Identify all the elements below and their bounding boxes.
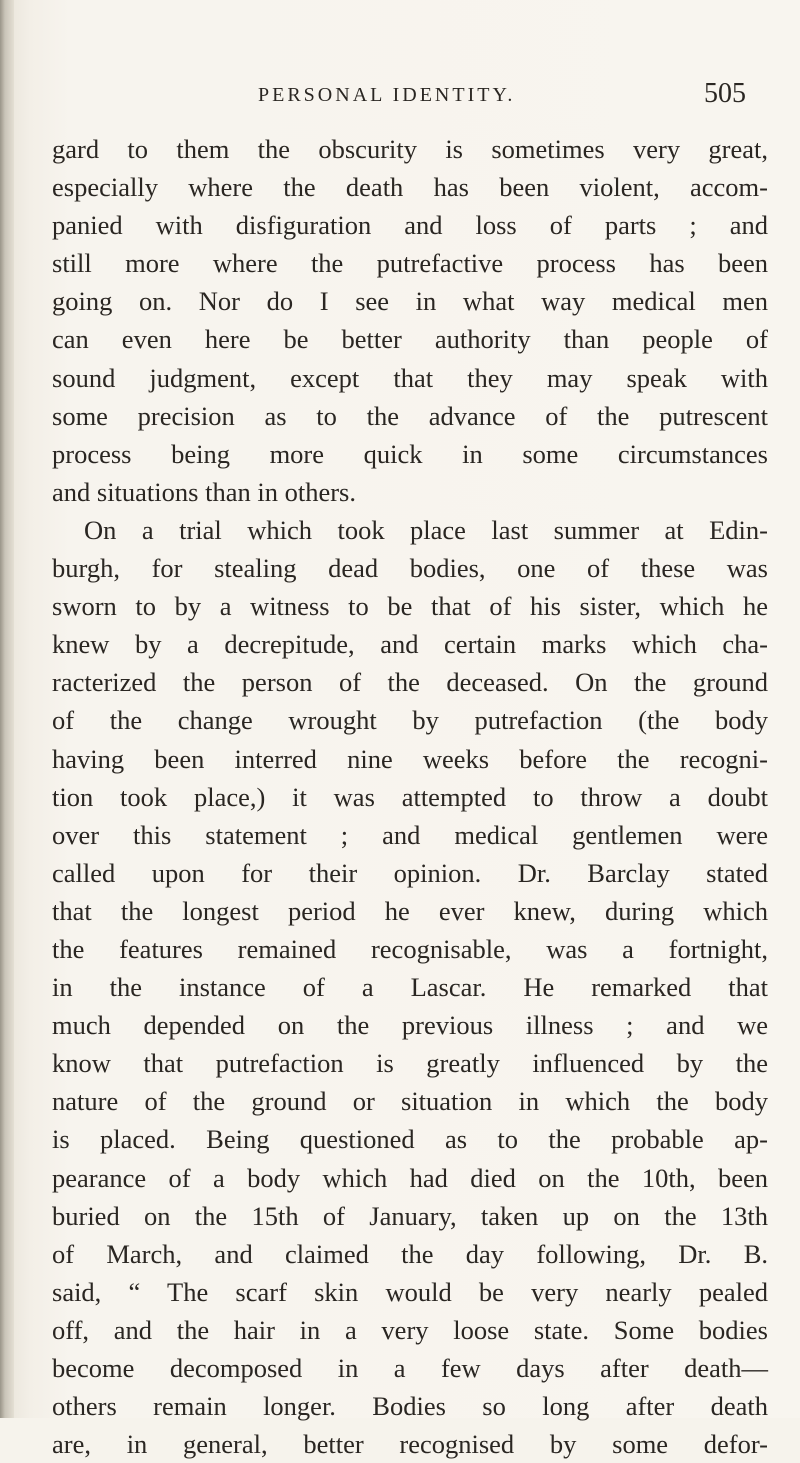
paragraph-end-line: and situations than in others. xyxy=(52,476,356,507)
text-line: become decomposed in a few days after death— xyxy=(52,1353,768,1383)
text-line: sworn to by a witness to be that of his sister, which he xyxy=(52,591,768,622)
text-line: is placed. Being questioned as to the probable ap- xyxy=(52,1124,768,1155)
text-line: the features remained recognisable, was a fortnight, xyxy=(52,933,768,964)
text-line: know that putrefaction is greatly influenced by the xyxy=(52,1048,768,1079)
text-line: of March, and claimed the day following, Dr. B. xyxy=(52,1238,768,1269)
text-line: sound judgment, except that they may speak with xyxy=(52,362,768,393)
page-binding-edge xyxy=(0,0,14,1418)
text-line: especially where the death has been violent, accom- xyxy=(52,172,768,203)
running-head: PERSONAL IDENTITY. xyxy=(258,84,516,106)
text-line: off, and the hair in a very loose state. Some bodies xyxy=(52,1314,768,1345)
text-line: of the change wrought by putrefaction (the body xyxy=(52,705,768,736)
text-line: knew by a decrepitude, and certain marks which cha- xyxy=(52,629,768,660)
page-number: 505 xyxy=(704,78,746,109)
text-line: can even here be better authority than people of xyxy=(52,324,768,355)
body-text xyxy=(52,130,768,1463)
text-line: gard to them the obscurity is sometimes very great, xyxy=(52,134,768,164)
text-line: process being more quick in some circumstances xyxy=(52,438,768,469)
text-line: buried on the 15th of January, taken up on the 13th xyxy=(52,1200,768,1231)
text-line: tion took place,) it was attempted to throw a doubt xyxy=(52,781,768,812)
text-line: pearance of a body which had died on the 10th, been xyxy=(52,1162,768,1193)
text-line: called upon for their opinion. Dr. Barclay stated xyxy=(52,857,768,888)
text-line: over this statement ; and medical gentlemen were xyxy=(52,819,768,850)
paragraph-start-line: On a trial which took place last summer at Edin- xyxy=(84,514,768,545)
text-line: nature of the ground or situation in which the body xyxy=(52,1086,768,1117)
text-line: said, “ The scarf skin would be very nearly pealed xyxy=(52,1276,768,1307)
text-line: burgh, for stealing dead bodies, one of these was xyxy=(52,553,768,584)
text-line: going on. Nor do I see in what way medical men xyxy=(52,286,768,317)
text-line: much depended on the previous illness ; and we xyxy=(52,1010,768,1041)
text-line: in the instance of a Lascar. He remarked that xyxy=(52,972,768,1003)
page-header xyxy=(258,78,748,118)
text-line: racterized the person of the deceased. On the ground xyxy=(52,667,768,698)
text-line: that the longest period he ever knew, during which xyxy=(52,895,768,926)
text-line: others remain longer. Bodies so long after death xyxy=(52,1391,768,1422)
text-line: some precision as to the advance of the putrescent xyxy=(52,400,768,431)
text-line: having been interred nine weeks before the recogni- xyxy=(52,743,768,774)
text-line: panied with disfiguration and loss of parts ; and xyxy=(52,210,768,241)
text-line: still more where the putrefactive process has been xyxy=(52,248,768,279)
text-line: are, in general, better recognised by some defor- xyxy=(52,1429,768,1460)
